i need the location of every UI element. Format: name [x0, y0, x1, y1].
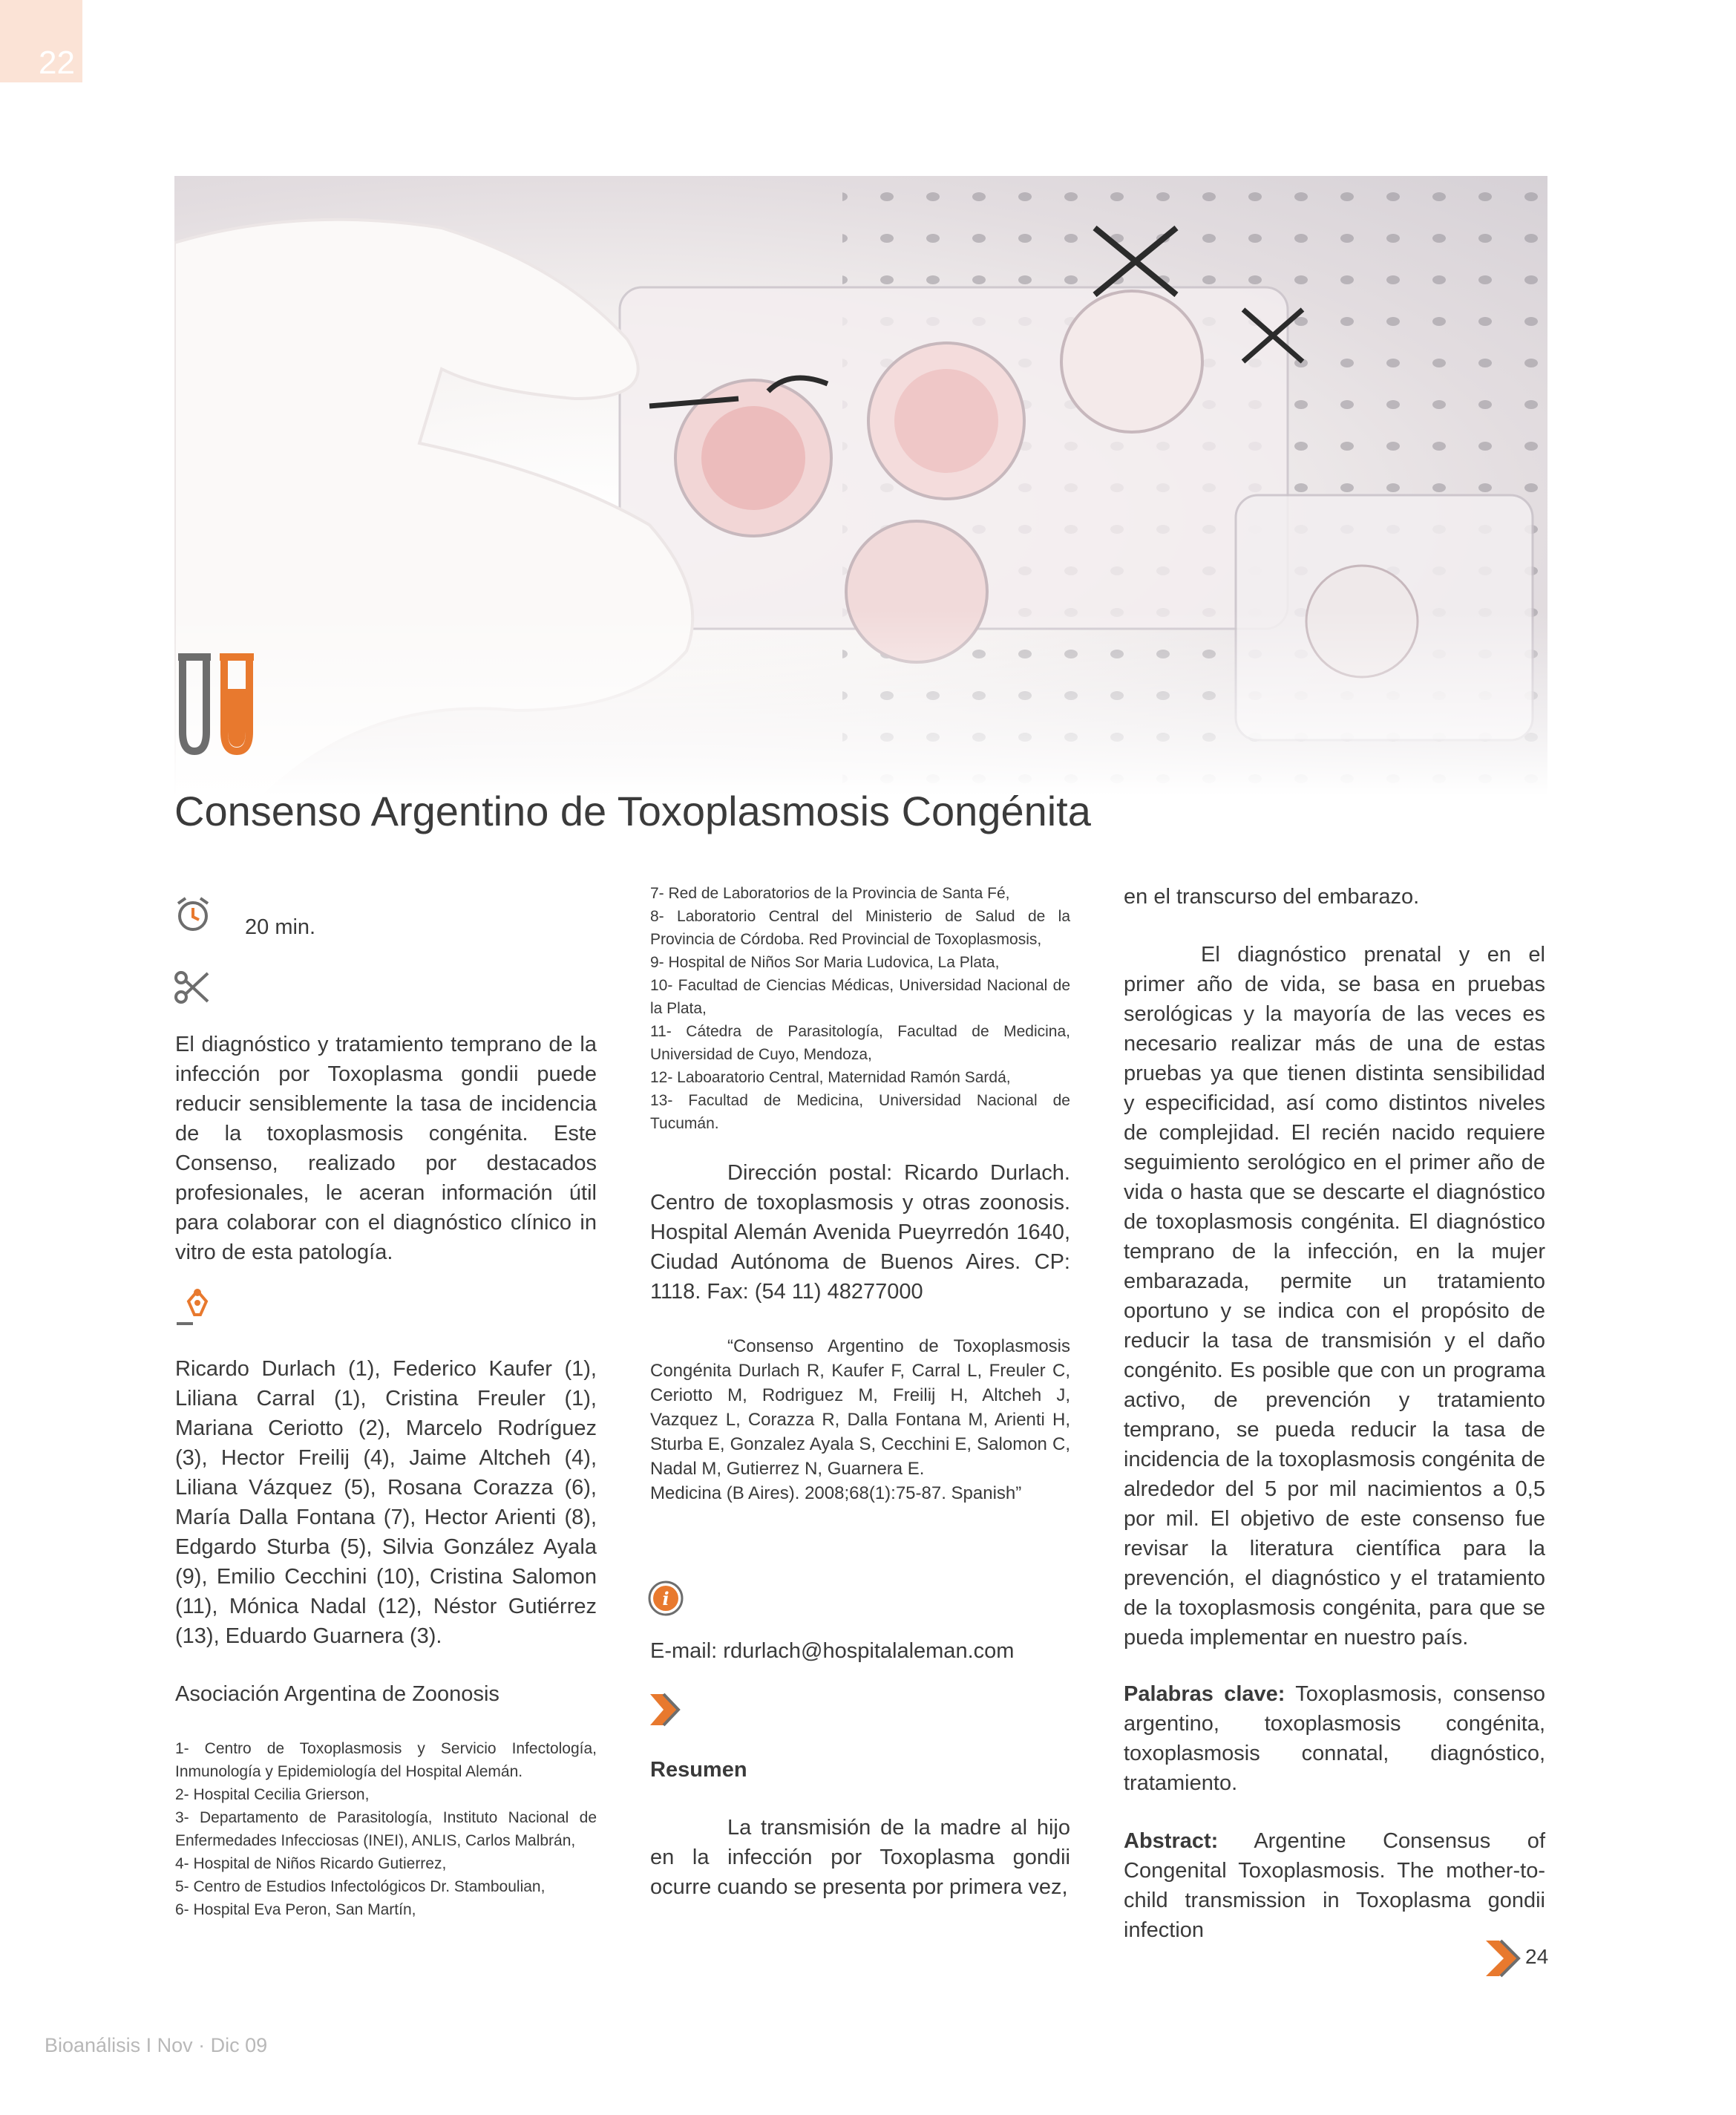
keywords-text: Toxoplasmosis, consenso argentino, toxoplasmosis congénita, toxoplasmosis connatal, diagnóstico, tratamiento. — [1124, 1682, 1545, 1795]
page-number: 22 — [39, 45, 75, 81]
affiliation-item: 6- Hospital Eva Peron, San Martín, — [175, 1901, 416, 1918]
postal-address: Dirección postal: Ricardo Durlach. Centro de toxoplasmosis y otras zoonosis. Hospital Alemán Avenida Pueyrredón 1640, Ciudad Autónoma de Buenos Aires. CP: 1118. Fax: (54 11) 48277000 — [650, 1161, 1070, 1304]
resumen-paragraph-1: La transmisión de la madre al hijo en la infección por Toxoplasma gondii ocurre cuando se presenta por primera vez, — [650, 1816, 1070, 1899]
affiliation-item: 1- Centro de Toxoplasmosis y Servicio Infectología, Inmunología y Epidemiología del Hospital Alemán. — [175, 1740, 597, 1780]
next-page-number: 24 — [1525, 1945, 1549, 1968]
continue-arrow-icon[interactable] — [1484, 1939, 1523, 1978]
association-name: Asociación Argentina de Zoonosis — [175, 1682, 499, 1706]
pen-nib-icon — [175, 1287, 217, 1328]
affiliations-list-b — [650, 882, 1070, 1135]
keywords-label: Palabras clave: — [1124, 1682, 1285, 1706]
abstract-paragraph — [1124, 1826, 1545, 1945]
affiliation-item: 13- Facultad de Medicina, Universidad Nacional de Tucumán. — [650, 1092, 1070, 1132]
info-icon — [647, 1580, 684, 1617]
alarm-clock-icon — [175, 896, 211, 933]
resumen-paragraph-2: El diagnóstico prenatal y en el primer año de vida, se basa en pruebas serológicas y la mayoría de las veces es necesario realizar más de una de estas pruebas ya que tienen distinta sensibilidad y especificidad, así como distintos niveles de complejidad. El recién nacido requiere seguimiento serológico en el primer año de vida o hasta que se descarte el diagnóstico de toxoplasmosis congénita. El diagnóstico temprano de la infección, en la mujer embarazada, permite un tratamiento oportuno y se indica con el propósito de reducir la tasa de transmisión y el daño congénito. Es posible que con un programa activo, de prevención y tratamiento temprano, se pueda reducir la tasa de incidencia de la toxoplasmosis congénita de alrededor del 5 por mil nacimientos a 0,5 por mil. El objetivo de este consenso fue revisar la literatura científica para la prevención, el diagnóstico y el tratamiento de la toxoplasmosis congénita, para que se pueda implementar en nuestro país. — [1124, 943, 1545, 1650]
svg-text:i: i — [662, 1588, 669, 1609]
footer-publication: Bioanálisis I Nov · Dic 09 — [45, 2034, 268, 2056]
test-tubes-icon — [175, 652, 264, 756]
email-line: E-mail: rdurlach@hospitalaleman.com — [650, 1639, 1015, 1663]
intro-paragraph: El diagnóstico y tratamiento temprano de la infección por Toxoplasma gondii puede reducir sensiblemente la tasa de incidencia de la toxoplasmosis congénita. Este Consenso, realizado por destacados profesionales, le aceran información útil para colaborar con el diagnóstico clínico in vitro de esta patología. — [175, 1033, 597, 1264]
abstract-label: Abstract: — [1124, 1829, 1219, 1853]
resumen-heading: Resumen — [650, 1758, 747, 1782]
affiliation-item: 8- Laboratorio Central del Ministerio de Salud de la Provincia de Córdoba. Red Provincial de Toxoplasmosis, — [650, 908, 1070, 948]
affiliation-item: 5- Centro de Estudios Infectológicos Dr. Stamboulian, — [175, 1878, 546, 1895]
affiliation-item: 4- Hospital de Niños Ricardo Gutierrez, — [175, 1855, 447, 1872]
arrow-chevron-icon — [649, 1691, 683, 1728]
affiliation-item: 7- Red de Laboratorios de la Provincia de Santa Fé, — [650, 885, 1010, 902]
citation-reference: Medicina (B Aires). 2008;68(1):75-87. Spanish” — [650, 1483, 1022, 1503]
article-title: Consenso Argentino de Toxoplasmosis Congénita — [174, 788, 1091, 834]
keywords-paragraph — [1124, 1679, 1545, 1798]
resumen-paragraph-1-continued: en el transcurso del embarazo. — [1124, 885, 1420, 909]
affiliation-item: 9- Hospital de Niños Sor Maria Ludovica, La Plata, — [650, 954, 1000, 971]
page-number-box — [0, 0, 82, 82]
abstract-text: Argentine Consensus of Congenital Toxoplasmosis. The mother-to-child transmission in Toxoplasma gondii infection — [1124, 1829, 1545, 1942]
authors-list: Ricardo Durlach (1), Federico Kaufer (1), Liliana Carral (1), Cristina Freuler (1), Mariana Ceriotto (2), Marcelo Rodríguez (3), Hector Freilij (4), Jaime Altcheh (4), Liliana Vázquez (5), Rosana Corazza (6), María Dalla Fontana (7), Hector Arienti (8), Edgardo Sturba (5), Silvia González Ayala (9), Emilio Cecchini (10), Cristina Salomon (11), Mónica Nadal (12), Néstor Gutiérrez (13), Eduardo Guarnera (3). — [175, 1357, 597, 1648]
lab-plates-illustration — [174, 176, 1547, 796]
affiliations-list-a — [175, 1737, 597, 1921]
affiliation-item: 3- Departamento de Parasitología, Instituto Nacional de Enfermedades Infecciosas (INEI), ANLIS, Carlos Malbrán, — [175, 1809, 597, 1849]
hero-photo — [174, 176, 1547, 796]
scissors-icon — [174, 969, 211, 1006]
read-time: 20 min. — [245, 915, 316, 939]
affiliation-item: 12- Laboaratorio Central, Maternidad Ramón Sardá, — [650, 1069, 1011, 1086]
citation-text: “Consenso Argentino de Toxoplasmosis Congénita Durlach R, Kaufer F, Carral L, Freuler C, Ceriotto M, Rodriguez M, Freilij H, Altcheh J, Vazquez L, Corazza R, Dalla Fontana M, Arienti H, Sturba E, Gonzalez Ayala S, Cecchini E, Salomon C, Nadal M, Gutierrez N, Guarnera E. — [650, 1336, 1070, 1479]
citation-block — [650, 1334, 1070, 1506]
affiliation-item: 10- Facultad de Ciencias Médicas, Universidad Nacional de la Plata, — [650, 977, 1070, 1017]
affiliation-item: 11- Cátedra de Parasitología, Facultad de Medicina, Universidad de Cuyo, Mendoza, — [650, 1023, 1070, 1063]
affiliation-item: 2- Hospital Cecilia Grierson, — [175, 1786, 370, 1803]
